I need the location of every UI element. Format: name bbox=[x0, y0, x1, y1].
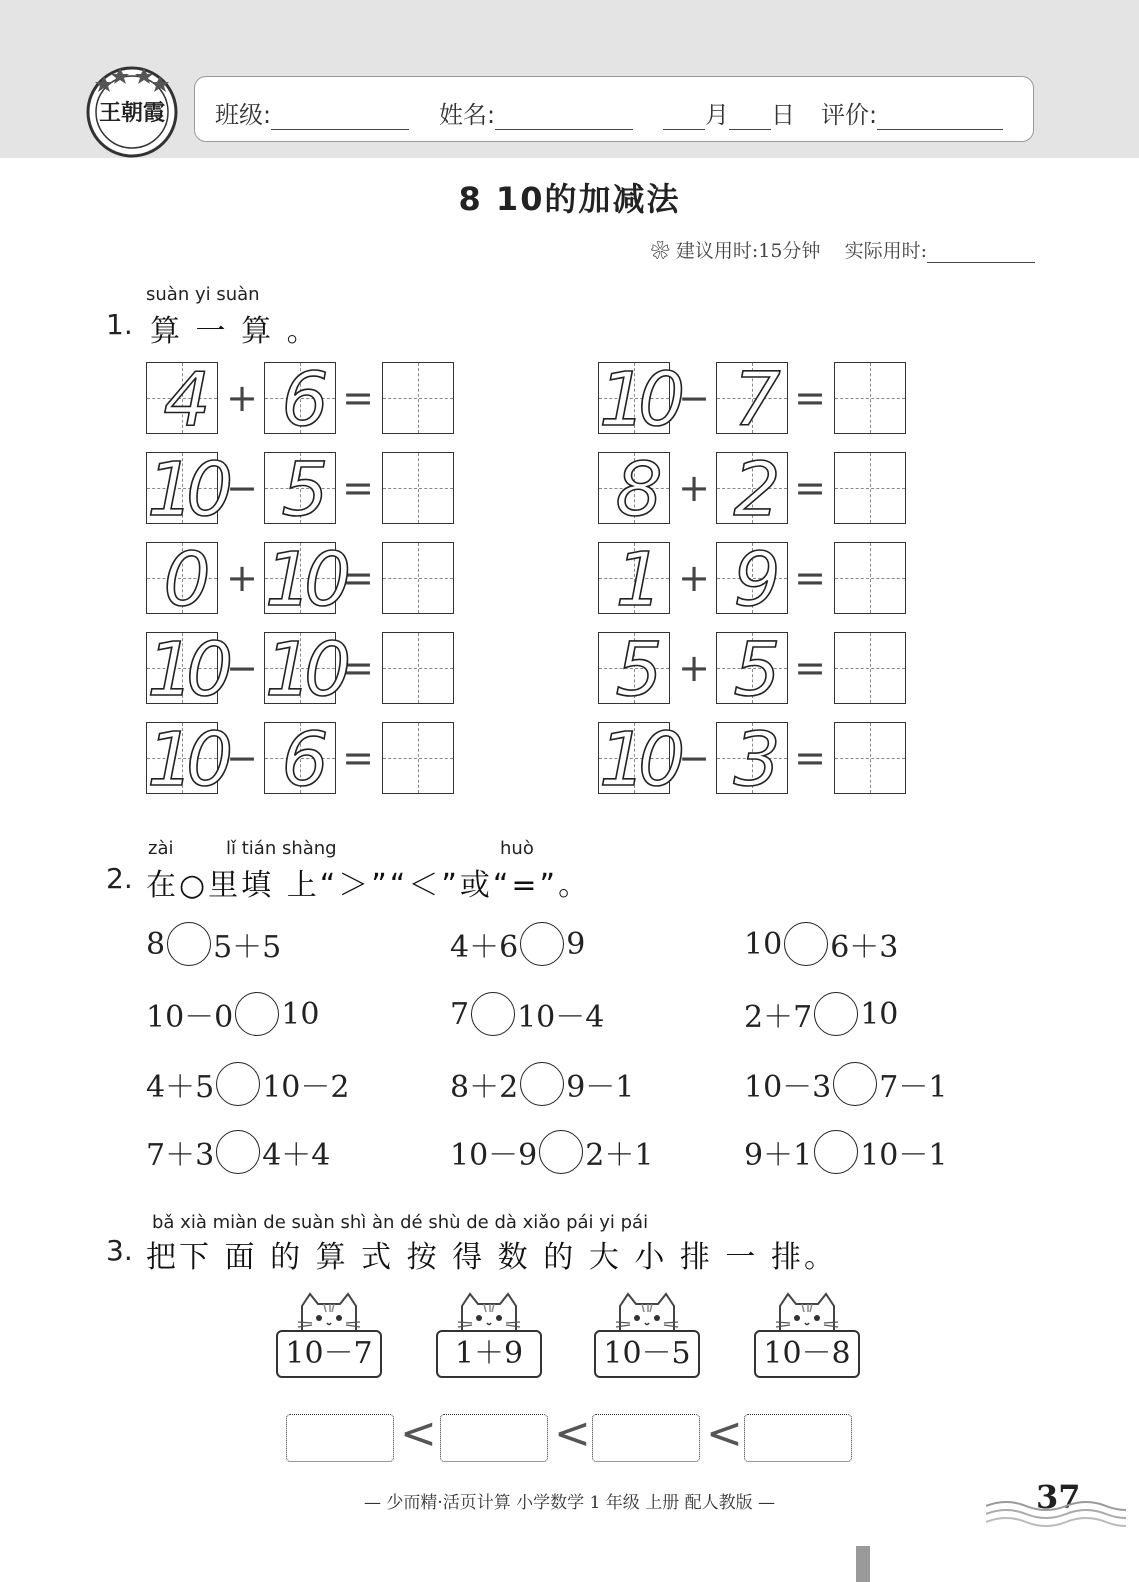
rating-field[interactable] bbox=[821, 95, 1003, 130]
day-blank[interactable] bbox=[729, 108, 771, 130]
operand-b-digit: 7 bbox=[733, 357, 773, 443]
operand-a-digit: 10 bbox=[147, 627, 226, 713]
equals-sign: = bbox=[342, 466, 374, 510]
answer-circle[interactable] bbox=[471, 992, 515, 1036]
equals-sign: = bbox=[794, 556, 826, 600]
comparison-item bbox=[744, 1130, 947, 1174]
answer-circle[interactable] bbox=[235, 992, 279, 1036]
footer-text: — 少而精·活页计算 小学数学 1 年级 上册 配人教版 — bbox=[363, 1493, 776, 1513]
answer-circle[interactable] bbox=[216, 1130, 260, 1174]
q2-pinyin-huo: huò bbox=[500, 838, 534, 859]
expression-card: 10－7 bbox=[276, 1330, 382, 1378]
comparison-item bbox=[146, 992, 319, 1036]
operand-a-box bbox=[598, 627, 670, 713]
expression-card: 10－5 bbox=[594, 1330, 700, 1378]
operand-a-digit: 0 bbox=[163, 537, 203, 623]
answer-box[interactable] bbox=[382, 452, 454, 524]
operand-b-box bbox=[264, 717, 336, 803]
left-expression: 2＋7 bbox=[744, 1000, 813, 1035]
operand-a-digit: 5 bbox=[615, 627, 655, 713]
order-answer-box[interactable] bbox=[744, 1414, 852, 1462]
month-label: 月 bbox=[705, 101, 729, 129]
left-expression: 4＋6 bbox=[450, 930, 519, 965]
operand-a-box bbox=[598, 357, 678, 443]
equals-sign: = bbox=[342, 646, 374, 690]
answer-circle[interactable] bbox=[539, 1130, 583, 1174]
operand-a-box bbox=[146, 717, 226, 803]
left-expression: 7 bbox=[450, 996, 470, 1032]
answer-circle[interactable] bbox=[520, 922, 564, 966]
equals-sign: = bbox=[794, 466, 826, 510]
right-expression: 10 bbox=[860, 996, 899, 1032]
right-expression: 5＋5 bbox=[213, 930, 282, 965]
answer-circle[interactable] bbox=[814, 992, 858, 1036]
operand-b-digit: 6 bbox=[281, 717, 321, 803]
comparison-item bbox=[450, 992, 604, 1036]
equals-sign: = bbox=[794, 736, 826, 780]
operand-a-box bbox=[146, 357, 218, 443]
operator: − bbox=[226, 466, 258, 510]
cat-card bbox=[276, 1290, 386, 1380]
equals-sign: = bbox=[342, 736, 374, 780]
day-label: 日 bbox=[771, 101, 795, 129]
name-label: 姓名: bbox=[439, 101, 496, 129]
page-number: 37 bbox=[1036, 1478, 1081, 1516]
left-expression: 10－9 bbox=[450, 1138, 538, 1173]
equals-sign: = bbox=[342, 376, 374, 420]
operand-a-digit: 10 bbox=[599, 717, 678, 803]
comparison-item bbox=[146, 1130, 330, 1174]
order-answer-box[interactable] bbox=[440, 1414, 548, 1462]
comparison-item bbox=[744, 992, 898, 1036]
operand-b-box bbox=[716, 537, 788, 623]
operand-b-box bbox=[716, 717, 788, 803]
answer-circle[interactable] bbox=[814, 1130, 858, 1174]
right-expression: 7－1 bbox=[879, 1070, 948, 1105]
cat-card bbox=[594, 1290, 704, 1380]
operand-b-digit: 5 bbox=[281, 447, 321, 533]
operand-a-digit: 10 bbox=[147, 717, 226, 803]
answer-box[interactable] bbox=[382, 542, 454, 614]
class-field[interactable] bbox=[215, 95, 409, 130]
order-answer-box[interactable] bbox=[286, 1414, 394, 1462]
left-expression: 10－0 bbox=[146, 1000, 234, 1035]
cat-card bbox=[436, 1290, 546, 1380]
comparison-item bbox=[450, 1062, 634, 1106]
cat-card bbox=[754, 1290, 864, 1380]
actual-time-blank[interactable] bbox=[927, 245, 1035, 263]
equals-sign: = bbox=[342, 556, 374, 600]
q3-title: 把下 面 的 算 式 按 得 数 的 大 小 排 一 排。 bbox=[146, 1240, 837, 1275]
order-answer-box[interactable] bbox=[592, 1414, 700, 1462]
operator: − bbox=[226, 646, 258, 690]
right-expression: 10－2 bbox=[262, 1070, 350, 1105]
less-than-sign: < bbox=[706, 1408, 743, 1459]
comparison-item bbox=[146, 922, 281, 966]
equals-sign: = bbox=[794, 646, 826, 690]
answer-box[interactable] bbox=[382, 632, 454, 704]
comparison-item bbox=[450, 922, 585, 966]
operator: + bbox=[226, 556, 258, 600]
rating-label: 评价: bbox=[821, 101, 878, 129]
left-expression: 10－3 bbox=[744, 1070, 832, 1105]
comparison-item bbox=[146, 1062, 349, 1106]
q1-title: 算 一 算 。 bbox=[150, 314, 320, 349]
q2-number: 2. bbox=[106, 862, 133, 895]
operator: + bbox=[678, 466, 710, 510]
answer-circle[interactable] bbox=[784, 922, 828, 966]
operand-a-box bbox=[598, 717, 678, 803]
operand-b-box bbox=[264, 357, 336, 443]
answer-box[interactable] bbox=[834, 452, 906, 524]
less-than-sign: < bbox=[554, 1408, 591, 1459]
date-field[interactable] bbox=[663, 95, 795, 130]
wave-decoration-icon bbox=[986, 1496, 1126, 1532]
name-field[interactable] bbox=[439, 95, 633, 130]
answer-circle[interactable] bbox=[216, 1062, 260, 1106]
operator: + bbox=[678, 556, 710, 600]
right-expression: 9 bbox=[566, 926, 586, 962]
q1-pinyin: suàn yi suàn bbox=[146, 284, 260, 305]
name-blank[interactable] bbox=[495, 108, 633, 130]
svg-text:王朝霞: 王朝霞 bbox=[98, 100, 166, 126]
class-blank[interactable] bbox=[271, 108, 409, 130]
operand-b-box bbox=[716, 447, 788, 533]
operand-b-box bbox=[264, 627, 344, 713]
answer-box[interactable] bbox=[834, 362, 906, 434]
answer-box[interactable] bbox=[834, 542, 906, 614]
answer-box[interactable] bbox=[382, 362, 454, 434]
operand-a-box bbox=[146, 537, 218, 623]
operand-b-box bbox=[716, 627, 788, 713]
q2-pinyin-li-tianshang: lǐ tián shàng bbox=[226, 838, 337, 859]
operand-b-box bbox=[264, 447, 336, 533]
equals-sign: = bbox=[794, 376, 826, 420]
comparison-item bbox=[744, 922, 898, 966]
left-expression: 8 bbox=[146, 926, 166, 962]
expression-card: 1＋9 bbox=[436, 1330, 542, 1378]
q3-number: 3. bbox=[106, 1234, 133, 1267]
page-edge-bar bbox=[856, 1546, 870, 1582]
right-expression: 10－1 bbox=[860, 1138, 948, 1173]
month-blank[interactable] bbox=[663, 108, 705, 130]
actual-time-label: 实际用时: bbox=[844, 240, 927, 262]
operator: − bbox=[678, 376, 710, 420]
q2-title: 在○里填 上“＞”“＜”或“=”。 bbox=[146, 868, 592, 903]
operand-b-digit: 9 bbox=[733, 537, 773, 623]
operand-b-digit: 5 bbox=[733, 627, 773, 713]
wang-zhaoxia-logo bbox=[84, 62, 180, 158]
answer-circle[interactable] bbox=[520, 1062, 564, 1106]
operand-a-digit: 10 bbox=[147, 447, 226, 533]
rating-blank[interactable] bbox=[877, 108, 1003, 130]
answer-box[interactable] bbox=[834, 632, 906, 704]
operand-b-box bbox=[716, 357, 788, 443]
flower-icon: ❀ bbox=[650, 240, 670, 262]
operand-b-digit: 6 bbox=[281, 357, 321, 443]
timer-row bbox=[651, 236, 1035, 263]
operand-a-digit: 4 bbox=[163, 357, 203, 443]
operand-a-digit: 10 bbox=[599, 357, 678, 443]
operator: − bbox=[678, 736, 710, 780]
operator: − bbox=[226, 736, 258, 780]
answer-box[interactable] bbox=[382, 722, 454, 794]
page-title: 8 10的加减法 bbox=[458, 180, 681, 218]
operand-b-digit: 10 bbox=[265, 627, 344, 713]
operand-a-box bbox=[598, 447, 670, 533]
expression-card: 10－8 bbox=[754, 1330, 860, 1378]
q3-pinyin: bǎ xià miàn de suàn shì àn dé shù de dà xiǎo pái yi pái bbox=[152, 1212, 649, 1233]
left-expression: 8＋2 bbox=[450, 1070, 519, 1105]
class-label: 班级: bbox=[215, 101, 272, 129]
suggested-time: 建议用时:15分钟 bbox=[675, 240, 821, 262]
operand-b-digit: 10 bbox=[265, 537, 344, 623]
operand-b-digit: 2 bbox=[733, 447, 773, 533]
left-expression: 10 bbox=[744, 926, 783, 962]
comparison-item bbox=[744, 1062, 947, 1106]
comparison-item bbox=[450, 1130, 653, 1174]
operand-a-box bbox=[598, 537, 670, 623]
left-expression: 4＋5 bbox=[146, 1070, 215, 1105]
student-info-box bbox=[194, 76, 1034, 142]
right-expression: 9－1 bbox=[566, 1070, 635, 1105]
operand-b-box bbox=[264, 537, 344, 623]
answer-circle[interactable] bbox=[167, 922, 211, 966]
right-expression: 2＋1 bbox=[585, 1138, 654, 1173]
right-expression: 10－4 bbox=[517, 1000, 605, 1035]
q2-pinyin-zai: zài bbox=[148, 838, 174, 859]
left-expression: 7＋3 bbox=[146, 1138, 215, 1173]
left-expression: 9＋1 bbox=[744, 1138, 813, 1173]
operand-a-box bbox=[146, 447, 226, 533]
operand-a-digit: 1 bbox=[615, 537, 655, 623]
answer-box[interactable] bbox=[834, 722, 906, 794]
right-expression: 10 bbox=[281, 996, 320, 1032]
operand-a-box bbox=[146, 627, 226, 713]
answer-circle[interactable] bbox=[833, 1062, 877, 1106]
operand-b-digit: 3 bbox=[733, 717, 773, 803]
q1-number: 1. bbox=[106, 308, 133, 341]
less-than-sign: < bbox=[400, 1408, 437, 1459]
right-expression: 4＋4 bbox=[262, 1138, 331, 1173]
right-expression: 6＋3 bbox=[830, 930, 899, 965]
operator: + bbox=[226, 376, 258, 420]
operator: + bbox=[678, 646, 710, 690]
operand-a-digit: 8 bbox=[615, 447, 655, 533]
